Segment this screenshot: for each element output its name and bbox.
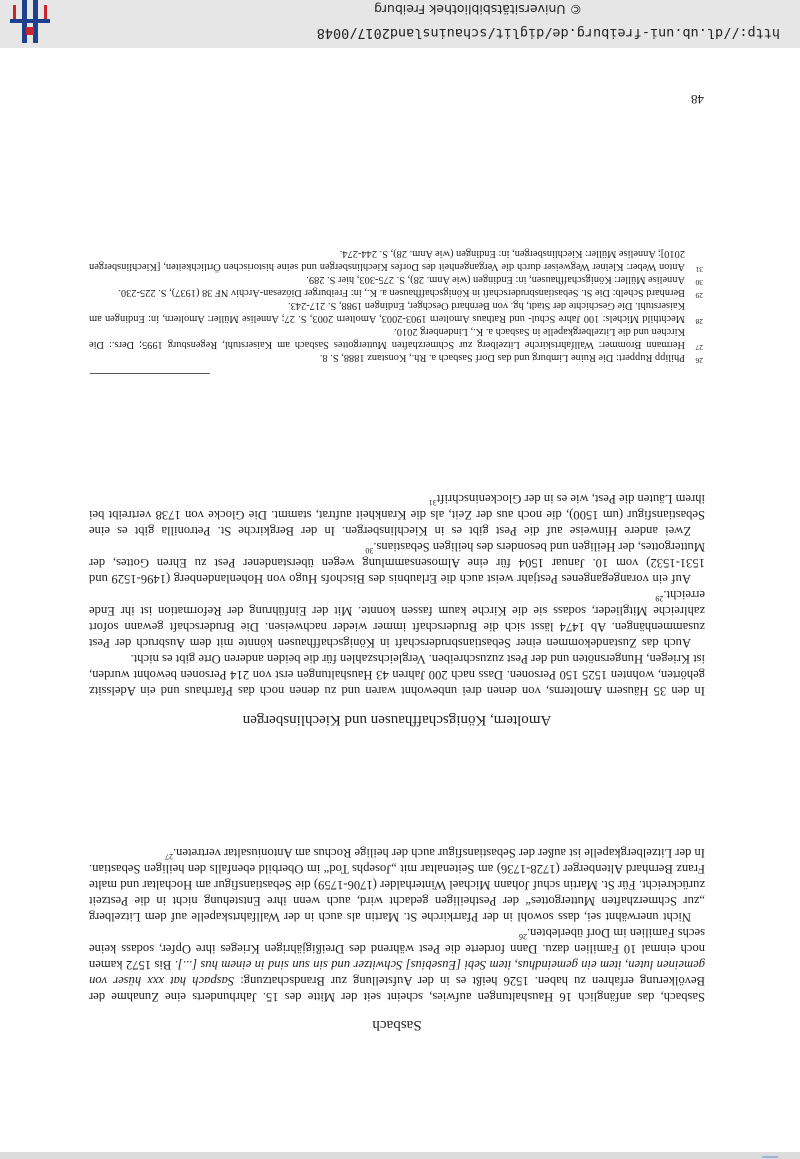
- footnote-ref-30: 30: [365, 546, 374, 556]
- footnote-divider: [90, 373, 210, 374]
- amoltern-paragraph-2-text: Auch das Zustandekommen einer Sebastiansbruderschaft in Königschaffhausen könnte mit dem Ausbruch der Pest zusammenhängen. Ab 1474 lässt sich die Bruderschaft immer wieder nachweisen. Die Bruderschaft gewann sofort zahlreiche Mitglieder, sodass sie die Kirche kaum fassen konnte. Mit der Einführung der Reformation ist ihr Ende erreicht.: [89, 588, 705, 650]
- sasbach-paragraph-1: [89, 925, 705, 1005]
- footnote-ref-26: 26: [518, 932, 527, 942]
- footnote-item: [89, 286, 705, 299]
- amoltern-text: [89, 491, 705, 699]
- footnote-ref-27: 27: [164, 852, 173, 862]
- amoltern-paragraph-1: [89, 651, 705, 699]
- sasbach-text: [89, 845, 705, 1005]
- footnote-number: 26: [695, 356, 703, 365]
- footnote-item: [89, 247, 705, 273]
- scroll-indicator: [762, 1153, 778, 1158]
- footnote-number: 28: [695, 317, 703, 326]
- sasbach-paragraph-2-text: Nicht unerwähnt sei, dass sowohl in der Pfarrkirche St. Martin als auch in der Wallfahrtskapelle auf dem Litzelberg „zur Schmerzhaften Muttergottes“ der Pestheiligen gedacht wird, auch wenn ihre Entstehung nicht in die Pestzeit zurückreicht. Für St. Martin schuf Johann Michael Winterhalder (1706-1759) die Sebastiansfigur am Hochaltar und malte Franz Bernhard Altenberger (1728-1736) am Seitenaltar mit „Josephs Tod“ im Oberbild ebenfalls den heiligen Sebastian. In der Litzelbergkapelle ist außer der Sebastiansfigur auch der heilige Rochus am Antoniusaltar vertreten.: [89, 846, 705, 924]
- footnote-ref-31: 31: [428, 498, 437, 508]
- amoltern-paragraph-4-text: Zwei andere Hinweise auf die Pest gibt es in Kiechlinsbergen. In der Bergkirche St. Petronilla gibt es eine Sebastiansfigur (um 1500), die noch aus der Zeit, als die Krankheit auftrat, stammt. Die Glocke von 1738 vertreibt bei ihrem Läuten die Pest, wie es in der Glockeninschrift: [89, 492, 705, 538]
- amoltern-paragraph-3-text: Auf ein vorangegangenes Pestjahr weist auch die Erlaubnis des Bischofs Hugo von Hohenlandenberg (1496-1529 und 1531-1532) vom 10. Januar 1504 für eine Almosensammlung wegen überstandener Pest zu Ehren Gottes, der Muttergottes, der Heiligen und besonders des heiligen Sebastians.: [89, 540, 705, 586]
- sasbach-paragraph-2: [89, 845, 705, 925]
- amoltern-paragraph-2: [89, 587, 705, 651]
- footnotes: [89, 247, 705, 364]
- footnote-text: Mechthild Michels: 100 Jahre Schul- und Rathaus Amoltern 1903-2003, Amoltern 2003, S. 27; Annelise Müller: Amoltern, in: Endingen am Kaiserstuhl. Die Geschichte der Stadt, hg. von Bernhard Oeschger, Endingen 1988, S. 217-243.: [89, 300, 685, 324]
- amoltern-paragraph-4: [89, 491, 705, 539]
- sasbach-quote-extra: Bis 1572 kamen noch einmal 10 Familien dazu. Dann forderte die Pest während des Dreißigjährigen Krieges ihre Opfer, sodass keine sechs Familien im Dorf überlebten.: [89, 926, 705, 972]
- top-toolbar-strip: [0, 1152, 800, 1159]
- footnote-item: [89, 299, 705, 325]
- footnote-number: 30: [695, 278, 703, 287]
- amoltern-paragraph-3: [89, 539, 705, 587]
- footnote-item: [89, 273, 705, 286]
- footnote-number: 27: [695, 343, 703, 352]
- footnote-ref-29: 29: [655, 594, 664, 604]
- page-number: 48: [691, 92, 704, 107]
- footnote-text: Anton Weber: Kleiner Wegweiser durch die Vergangenheit des Dorfes Kiechlinsbergen und seine historischen Örtlichkeiten, [Kiechlinsbergen 2010]; Annelise Müller: Kiechlinsbergen, in: Endingen (wie Anm. 28), S. 244-274.: [89, 248, 685, 272]
- amoltern-paragraph-1-text: In den 35 Häusern Amolterns, von denen drei unbewohnt waren und zu denen noch das Pfarrhaus und ein Adelssitz gehörten, wohnten 1525 150 Personen. Dass nach 200 Jahren 43 Haushaltungen erst von 214 Personen bewohnt wurden, ist Kriegen, Hungersnöten und der Pest zuzuschreiben. Vergleichszahlen für die beiden anderen Orte gibt es nicht.: [89, 652, 705, 698]
- sasbach-heading: Sasbach: [372, 1017, 422, 1033]
- amoltern-heading: Amoltern, Königschaffhausen und Kiechlinsbergen: [242, 712, 552, 728]
- footnote-item: [89, 325, 705, 351]
- footnote-text: Annelise Müller: Königschaffhausen, in: Endingen (wie Anm. 28), S. 275-303, hier S. 289.: [306, 274, 685, 285]
- footnote-item: [89, 351, 705, 364]
- footnote-text: Bernhard Schelb: Die St. Sebastiansbruderschaft in Königschaffhausen a. K., in: Freiburger Diözesan-Archiv NF 38 (1937), S. 225-230.: [118, 287, 685, 298]
- sasbach-paragraph-1-text: Sasbach, das anfänglich 16 Haushaltungen aufwies, scheint seit der Mitte des 15. Jahrhunderts eine Zunahme der Bevölkerung erfahren zu haben. 1526 heißt es in der Aufstellung zur Brandschatzung:: [89, 974, 705, 1004]
- footnote-text: Hermann Brommer: Wallfahrtskirche Litzelberg zur Schmerzhaften Muttergottes Sasbach am Kaiserstuhl, Regensburg 1995; Ders.: Die Kirchen und die Litzelbergkapelle in Sasbach a. K., Lindenberg 2010.: [89, 326, 685, 350]
- permalink-url[interactable]: http://dl.ub.uni-freiburg.de/diglit/schauinsland2017/0048: [316, 25, 780, 41]
- ub-freiburg-logo-icon: [2, 0, 58, 43]
- footnote-text: Philipp Ruppert: Die Ruine Limburg und das Dorf Sasbach a. Rh., Konstanz 1888, S. 8.: [319, 352, 685, 363]
- footnote-number: 29: [695, 291, 703, 300]
- copyright-notice: © Universitätsbibliothek Freiburg: [374, 2, 582, 17]
- sasbach-quote: Saspach hat xxx hüser von gemeinen luten, item ein gemeindhus, item Sebi [Eusebius] Schwitzer und sin sun sind in einem hus [...].: [89, 958, 705, 988]
- footnote-number: 31: [695, 265, 703, 274]
